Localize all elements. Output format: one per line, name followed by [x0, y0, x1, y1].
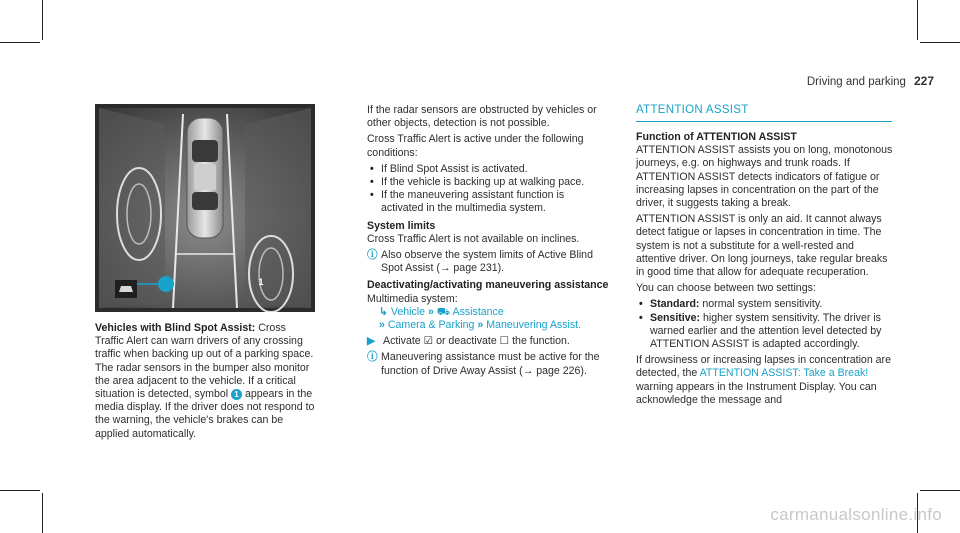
cross-traffic-paragraph [95, 322, 315, 441]
right-column [636, 131, 894, 410]
paragraph: You can choose between two settings: [636, 282, 816, 295]
watermark: carmanualsonline.info [770, 505, 942, 524]
left-text: Cross Traffic Alert can warn drivers of any crossing traffic when backing up out of a parking space. The radar sensors in the bumper also monitor the area adjacent to the vehicle. If a critical situation is detected, symbol [95, 322, 314, 401]
menu-maneuvering-assist[interactable]: Maneuvering Assist. [486, 319, 582, 332]
note-active-blind-spot [367, 249, 609, 275]
settings-list [636, 298, 894, 351]
conditions-list [367, 163, 609, 216]
info-icon: ⓘ [367, 351, 378, 364]
function-heading: Function of ATTENTION ASSIST [636, 131, 797, 143]
section-heading: ATTENTION ASSIST [636, 104, 749, 116]
action-step [367, 335, 609, 348]
page-header [807, 74, 934, 88]
paragraph [636, 354, 894, 407]
crop-mark [917, 0, 918, 40]
action-arrow-icon: ▶ [367, 335, 376, 348]
crop-mark [42, 493, 43, 533]
paragraph: ATTENTION ASSIST assists you on long, monotonous journeys, e.g. on highways and trunk roads. If ATTENTION ASSIST detects indicators of fatigue or increasing lapses in concentration on the part of the driver, it suggests taking a break. [636, 144, 893, 210]
crop-mark [0, 42, 40, 43]
intro-paragraph-1: If the radar sensors are obstructed by vehicles or other objects, detection is not possible. [367, 104, 597, 130]
figure-callout: 1 [258, 277, 264, 287]
list-item: • If Blind Spot Assist is activated. [367, 163, 609, 176]
menu-camera-parking[interactable]: Camera & Parking [387, 319, 475, 332]
double-chevron-icon: » [427, 305, 434, 318]
intro-paragraph-2: Cross Traffic Alert is active under the following conditions: [367, 133, 584, 159]
section-divider [636, 121, 892, 122]
crop-mark [42, 0, 43, 40]
menu-vehicle[interactable]: Vehicle [390, 305, 426, 318]
note-drive-away [367, 351, 609, 377]
car-shape [187, 118, 223, 238]
list-item: • If the maneuvering assistant function is activated in the multimedia system. [367, 189, 609, 215]
crop-mark [920, 490, 960, 491]
left-column [95, 322, 315, 444]
menu-path-line-1 [367, 306, 609, 319]
setting-desc: normal system sensitivity. [699, 298, 823, 311]
p4-text: If drowsiness or increasing lapses in concentration are detected, the [636, 354, 891, 380]
section-title: Driving and parking [806, 76, 906, 88]
double-chevron-icon: » [477, 319, 484, 332]
action-text: Activate ☑ or deactivate ☐ the function. [383, 335, 570, 348]
setting-name: Sensitive: [650, 311, 701, 324]
list-item [636, 298, 894, 311]
left-heading: Vehicles with Blind Spot Assist: [95, 322, 256, 334]
multimedia-label: Multimedia system: [367, 292, 458, 305]
middle-column [367, 104, 609, 381]
setting-name: Standard: [650, 298, 700, 311]
system-limits-heading: System limits [367, 219, 436, 232]
list-item: • If the vehicle is backing up at walking pace. [367, 176, 609, 189]
p4-text-2: warning appears in the Instrument Display. You can acknowledge the message and [636, 380, 877, 406]
system-limits-text: Cross Traffic Alert is not available on inclines. [367, 232, 580, 245]
menu-path-line-2 [367, 319, 609, 332]
deactivating-heading: Deactivating/activating maneuvering assistance [367, 279, 609, 292]
list-item [636, 312, 894, 352]
setting-desc: higher system sensitivity. The driver is warned earlier and the attention level detected by ATTENTION ASSIST is adapted accordingly. [650, 311, 882, 351]
crop-mark [920, 42, 960, 43]
enter-arrow-icon: ↳ [379, 305, 388, 318]
parking-view-illustration [95, 104, 315, 312]
info-icon: ⓘ [367, 249, 378, 262]
note-text: Also observe the system limits of Active Blind Spot Assist (→ page 231). [381, 249, 593, 275]
parking-camera-figure [95, 104, 315, 312]
paragraph: ATTENTION ASSIST is only an aid. It cannot always detect fatigue or lapses in concentration in time. The system is not a substitute for a well-rested and attentive driver. On long journeys, take regular breaks in good time that allow for adequate recuperation. [636, 213, 888, 279]
note-text: Maneuvering assistance must be active for the function of Drive Away Assist (→ page 226). [381, 351, 600, 377]
page-number: 227 [913, 74, 934, 88]
symbol-badge: 1 [231, 389, 242, 400]
left-text-2: appears in the media display. If the driver does not respond to the warning, the vehicle's brakes can be applied automatically. [95, 388, 315, 440]
display-message: ATTENTION ASSIST: Take a Break! [699, 367, 869, 380]
double-chevron-icon: » [379, 319, 385, 332]
menu-assistance[interactable]: Assistance [452, 305, 504, 318]
car-icon: ⛟ [436, 305, 451, 318]
crop-mark [0, 490, 40, 491]
